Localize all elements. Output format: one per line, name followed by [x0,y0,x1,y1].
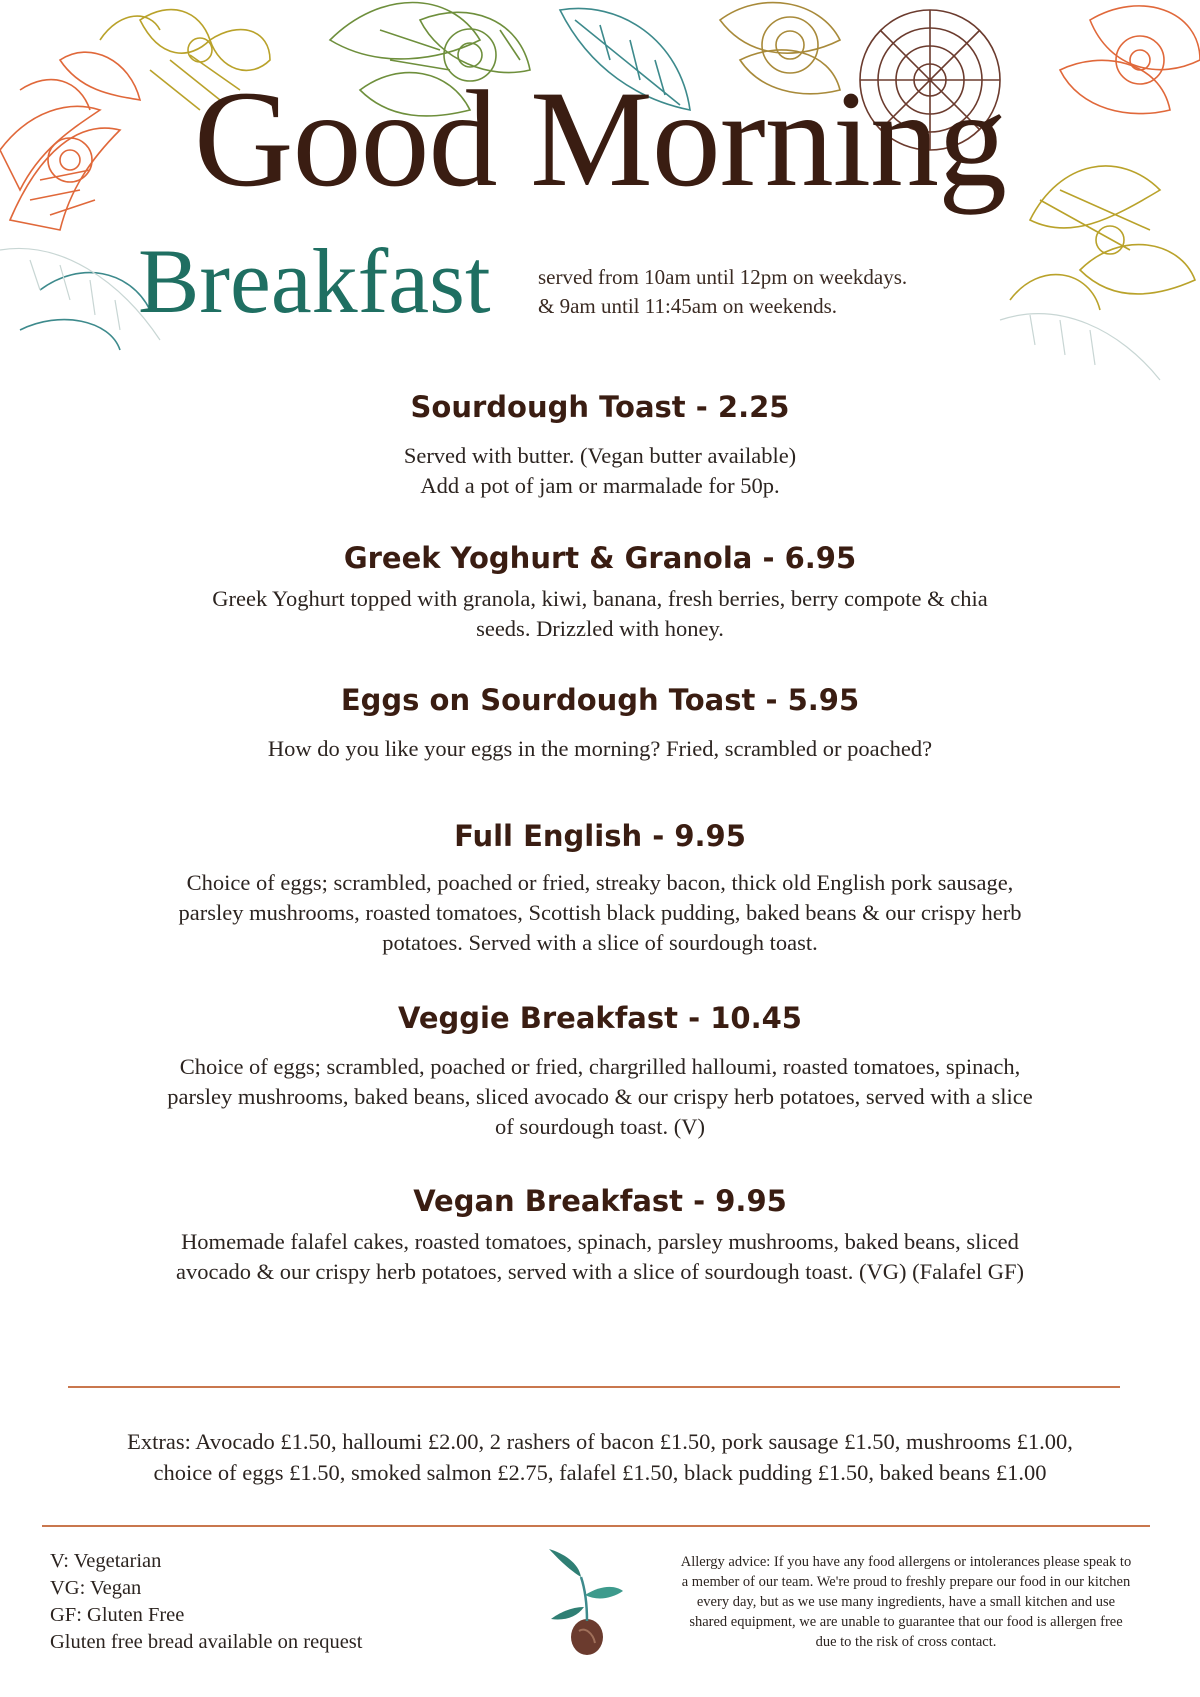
menu-item-heading: Full English - 9.95 [454,819,746,853]
page-subtitle: Breakfast [138,230,491,332]
menu-item-desc-line: seeds. Drizzled with honey. [476,616,724,641]
menu-item-heading: Veggie Breakfast - 10.45 [398,1001,802,1035]
menu-item [60,538,1140,644]
menu-item-heading: Eggs on Sourdough Toast - 5.95 [340,683,860,717]
legend-item: GF: Gluten Free [50,1604,185,1626]
menu-item-desc-line: potatoes. Served with a slice of sourdough toast. [382,930,818,955]
menu-item-desc-line: parsley mushrooms, baked beans, sliced avocado & our crispy herb potatoes, served with a slice [167,1084,1033,1109]
menu-item-desc-line: Choice of eggs; scrambled, poached or fried, streaky bacon, thick old English pork sausage, [186,870,1014,895]
dietary-legend [50,1548,362,1656]
allergy-line: due to the risk of cross contact. [815,1634,997,1650]
hours-weekdays: served from 10am until 12pm on weekdays. [538,265,908,289]
menu-item [60,680,1140,764]
allergy-line: shared equipment, we are unable to guarantee that our food is allergen free [689,1614,1123,1630]
menu-item [60,387,1140,501]
menu-item-desc-line: Greek Yoghurt topped with granola, kiwi, banana, fresh berries, berry compote & chia [212,586,988,611]
allergy-line: every day, but as we use many ingredients, have a small kitchen and use [696,1594,1116,1610]
legend-item: V: Vegetarian [50,1550,162,1572]
divider [42,1525,1150,1527]
hours-weekends: & 9am until 11:45am on weekends. [538,294,838,318]
sprout-icon [545,1547,625,1657]
menu-item-desc-line: How do you like your eggs in the morning? Fried, scrambled or poached? [267,736,933,761]
serving-hours [538,263,907,321]
menu-item [60,1181,1140,1287]
menu-item-heading: Sourdough Toast - 2.25 [410,390,790,424]
menu-item-desc-line: avocado & our crispy herb potatoes, served with a slice of sourdough toast. (VG) (Falafel GF) [176,1259,1024,1284]
extras-line: choice of eggs £1.50, smoked salmon £2.75, falafel £1.50, black pudding £1.50, baked beans £1.00 [153,1460,1047,1485]
menu-item-desc-line: Add a pot of jam or marmalade for 50p. [420,473,780,498]
extras [40,1426,1160,1488]
legend-item: VG: Vegan [50,1577,142,1599]
allergy-advice [636,1552,1176,1652]
menu-item-desc-line: Homemade falafel cakes, roasted tomatoes, spinach, parsley mushrooms, baked beans, sliced [181,1229,1019,1254]
legend-item: Gluten free bread available on request [50,1631,363,1653]
menu-item-desc-line: parsley mushrooms, roasted tomatoes, Scottish black pudding, baked beans & our crispy herb [178,900,1022,925]
menu-item-heading: Greek Yoghurt & Granola - 6.95 [343,541,857,575]
allergy-line: Allergy advice: If you have any food allergens or intolerances please speak to [680,1554,1132,1570]
extras-line: Extras: Avocado £1.50, halloumi £2.00, 2 rashers of bacon £1.50, pork sausage £1.50, mushrooms £1.00, [127,1429,1073,1454]
menu-item-desc-line: Served with butter. (Vegan butter available) [403,443,797,468]
page-title: Good Morning [193,62,1007,215]
divider [68,1386,1120,1388]
menu-item [60,998,1140,1142]
allergy-line: a member of our team. We're proud to freshly prepare our food in our kitchen [681,1574,1131,1590]
menu-item [60,816,1140,958]
menu-item-heading: Vegan Breakfast - 9.95 [413,1184,787,1218]
menu-item-desc-line: of sourdough toast. (V) [495,1114,705,1139]
menu-item-desc-line: Choice of eggs; scrambled, poached or fried, chargrilled halloumi, roasted tomatoes, spinach, [179,1054,1021,1079]
